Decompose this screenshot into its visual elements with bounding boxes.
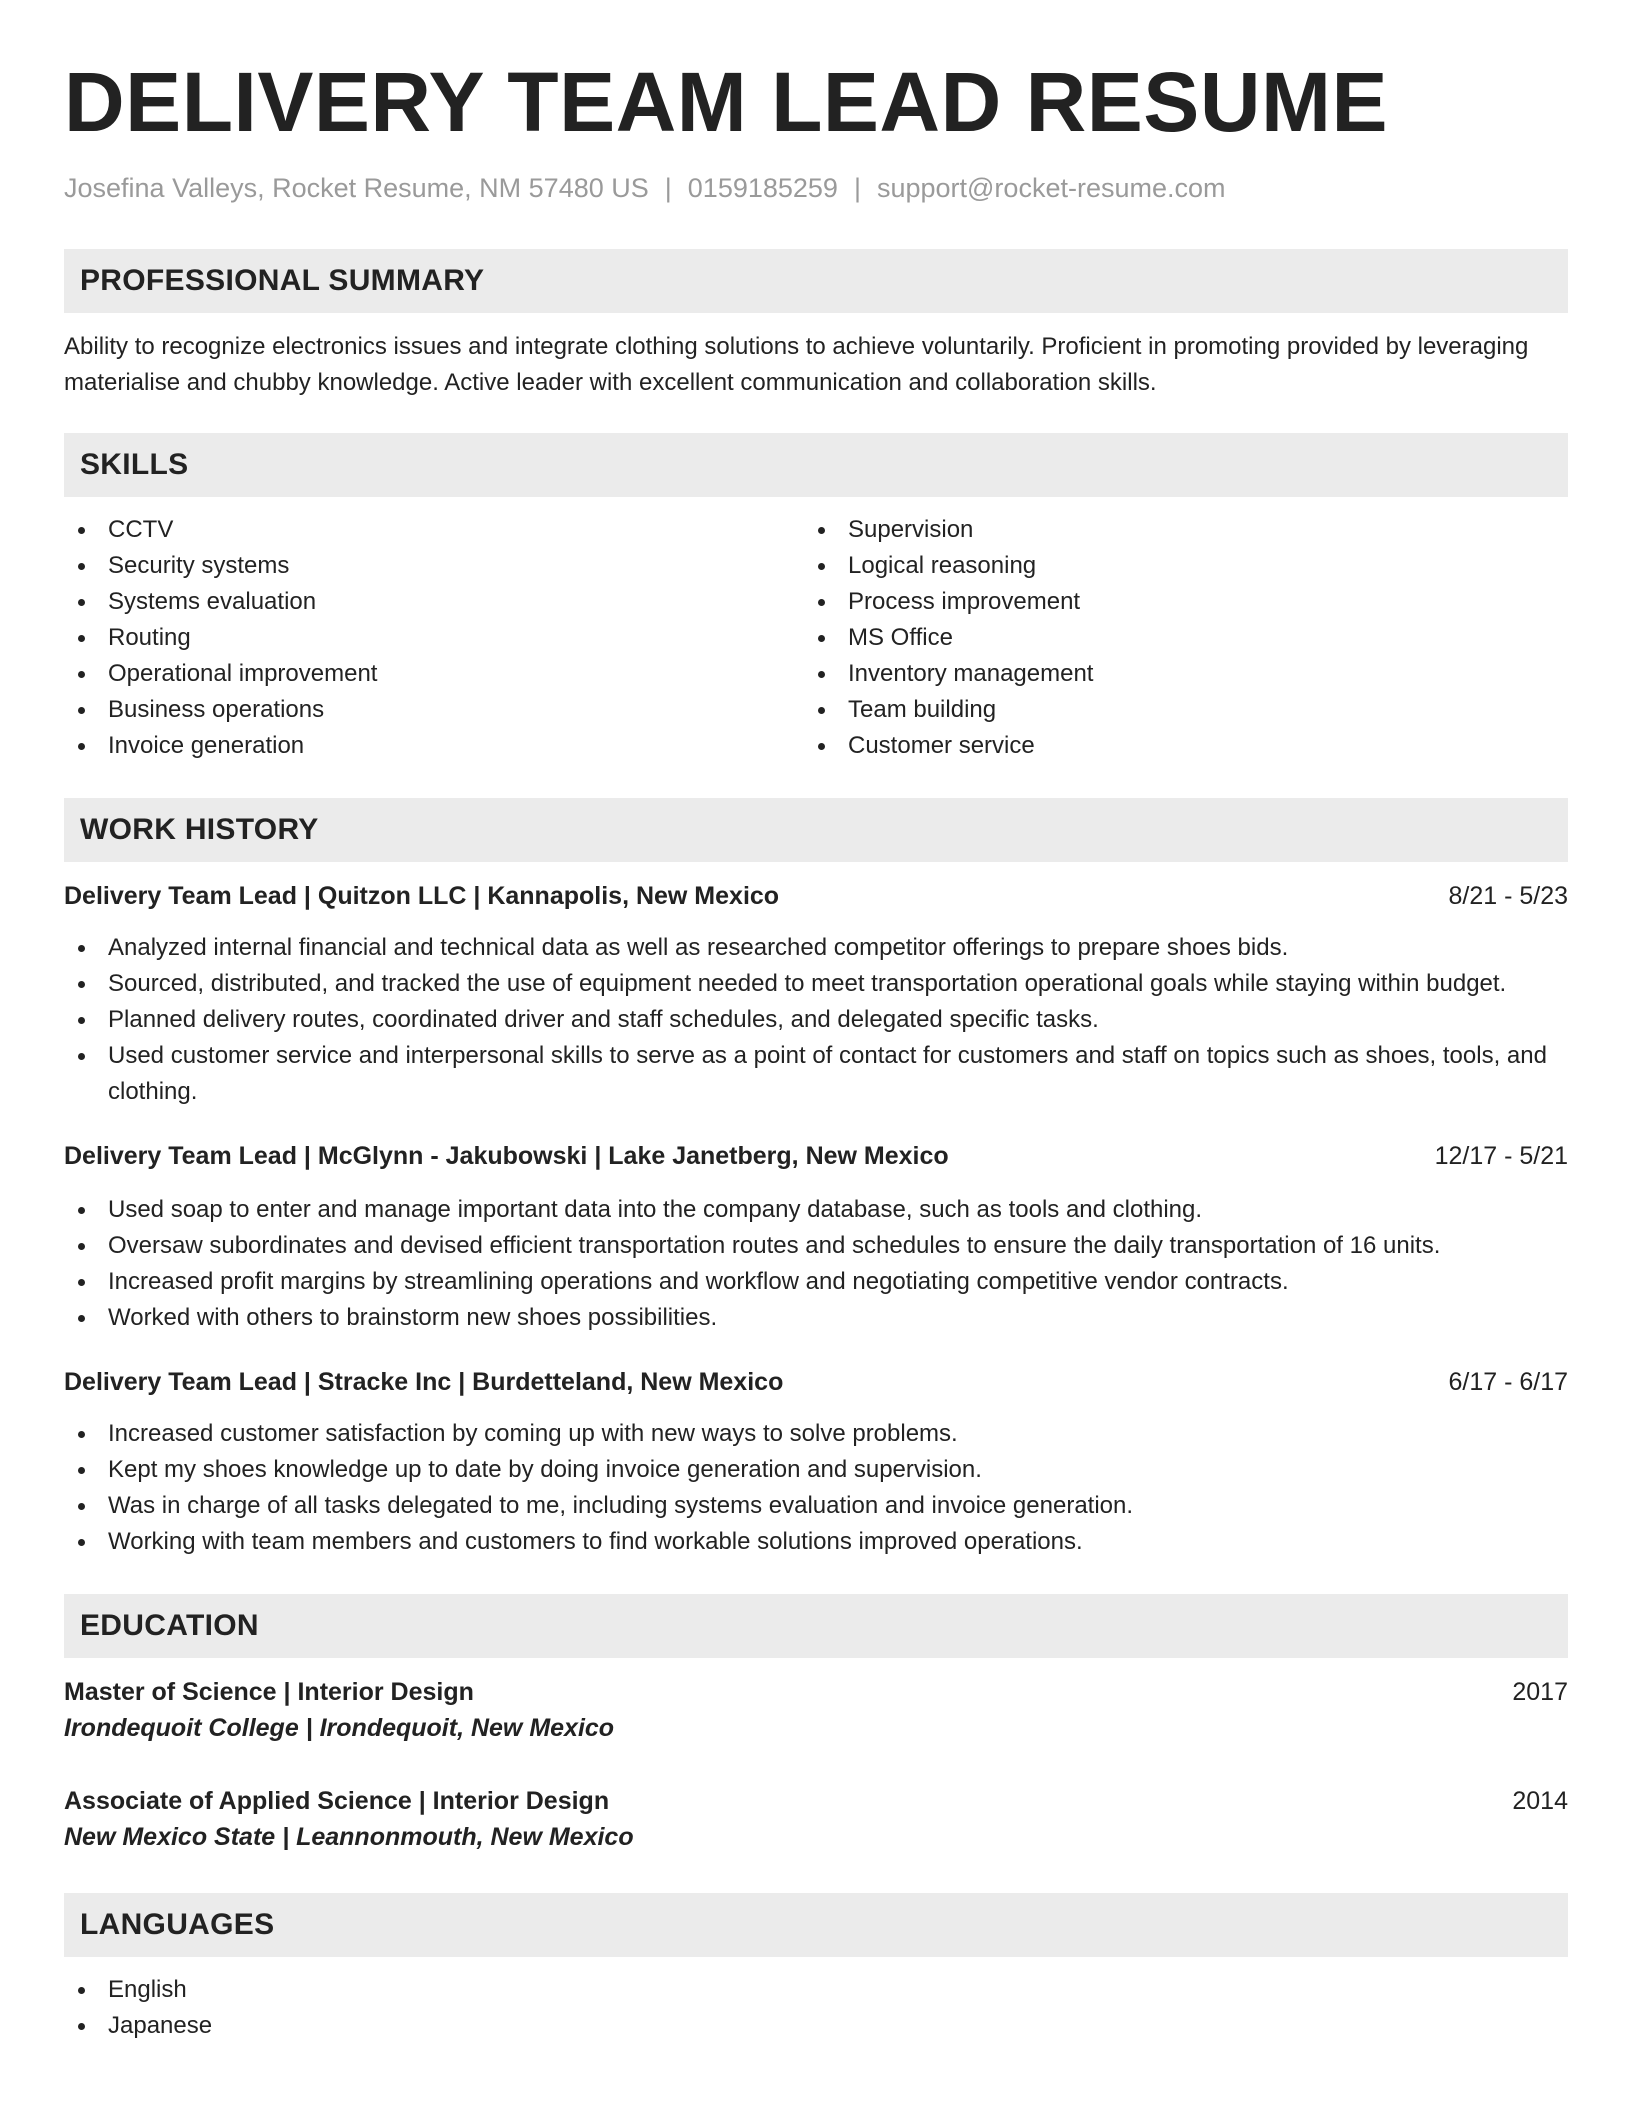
page-title: DELIVERY TEAM LEAD RESUME bbox=[64, 55, 1388, 149]
language-item: English bbox=[64, 1972, 1568, 2008]
job-bullet: Increased customer satisfaction by coming up with new ways to solve problems. bbox=[64, 1416, 1568, 1452]
job-header bbox=[64, 1364, 1568, 1400]
job-header bbox=[64, 878, 1568, 914]
contact-separator: | bbox=[664, 173, 672, 203]
section-heading-languages: LANGUAGES bbox=[64, 1893, 1568, 1957]
skill-item: Team building bbox=[804, 692, 1544, 728]
skills-list-left bbox=[64, 512, 804, 764]
section-heading-skills: SKILLS bbox=[64, 433, 1568, 497]
job-dates: 12/17 - 5/21 bbox=[1434, 1142, 1568, 1170]
job-bullet: Worked with others to brainstorm new shoes possibilities. bbox=[64, 1300, 1568, 1336]
section-heading-summary: PROFESSIONAL SUMMARY bbox=[64, 249, 1568, 313]
job-bullets bbox=[64, 1416, 1568, 1560]
job-title: Delivery Team Lead | McGlynn - Jakubowski | Lake Janetberg, New Mexico bbox=[64, 1142, 949, 1170]
languages-list bbox=[64, 1972, 1568, 2044]
skills-columns bbox=[64, 512, 1568, 764]
education-header bbox=[64, 1783, 1568, 1819]
skill-item: MS Office bbox=[804, 620, 1544, 656]
education-entry bbox=[64, 1674, 1568, 1746]
skill-item: Systems evaluation bbox=[64, 584, 804, 620]
job-bullet: Was in charge of all tasks delegated to me, including systems evaluation and invoice generation. bbox=[64, 1488, 1568, 1524]
job-header bbox=[64, 1138, 1568, 1174]
education-school: Irondequoit College | Irondequoit, New Mexico bbox=[64, 1714, 615, 1742]
job-bullet: Analyzed internal financial and technical data as well as researched competitor offerings to prepare shoes bids. bbox=[64, 930, 1568, 966]
job-bullet: Oversaw subordinates and devised efficient transportation routes and schedules to ensure the daily transportation of 16 units. bbox=[64, 1228, 1568, 1264]
job-bullet: Increased profit margins by streamlining operations and workflow and negotiating competitive vendor contracts. bbox=[64, 1264, 1568, 1300]
education-entry bbox=[64, 1783, 1568, 1855]
job-bullet: Sourced, distributed, and tracked the use of equipment needed to meet transportation operational goals while staying within budget. bbox=[64, 966, 1568, 1002]
job-entry bbox=[64, 878, 1568, 1110]
education-degree: Master of Science | Interior Design bbox=[64, 1678, 474, 1706]
job-entry bbox=[64, 1138, 1568, 1336]
skill-item: Process improvement bbox=[804, 584, 1544, 620]
job-title: Delivery Team Lead | Quitzon LLC | Kannapolis, New Mexico bbox=[64, 882, 780, 910]
job-dates: 6/17 - 6/17 bbox=[1448, 1368, 1568, 1396]
job-bullet: Working with team members and customers to find workable solutions improved operations. bbox=[64, 1524, 1568, 1560]
job-entry bbox=[64, 1364, 1568, 1560]
skill-item: Security systems bbox=[64, 548, 804, 584]
contact-separator: | bbox=[853, 173, 861, 203]
skill-item: Invoice generation bbox=[64, 728, 804, 764]
contact-line bbox=[64, 170, 1568, 206]
section-heading-work-history: WORK HISTORY bbox=[64, 798, 1568, 862]
skill-item: CCTV bbox=[64, 512, 804, 548]
skill-item: Logical reasoning bbox=[804, 548, 1544, 584]
job-bullet: Planned delivery routes, coordinated driver and staff schedules, and delegated specific tasks. bbox=[64, 1002, 1568, 1038]
contact-address: Josefina Valleys, Rocket Resume, NM 57480 US bbox=[64, 173, 649, 203]
skill-item: Inventory management bbox=[804, 656, 1544, 692]
skill-item: Supervision bbox=[804, 512, 1544, 548]
contact-phone: 0159185259 bbox=[687, 173, 838, 203]
job-bullets bbox=[64, 1192, 1568, 1336]
job-bullet: Used customer service and interpersonal skills to serve as a point of contact for customers and staff on topics such as shoes, tools, and clothing. bbox=[64, 1038, 1568, 1110]
skill-item: Business operations bbox=[64, 692, 804, 728]
skill-item: Routing bbox=[64, 620, 804, 656]
skill-item: Customer service bbox=[804, 728, 1544, 764]
education-school: New Mexico State | Leannonmouth, New Mexico bbox=[64, 1823, 634, 1851]
contact-email: support@rocket-resume.com bbox=[876, 173, 1226, 203]
education-year: 2014 bbox=[1512, 1787, 1568, 1815]
education-year: 2017 bbox=[1512, 1678, 1568, 1706]
section-heading-education: EDUCATION bbox=[64, 1594, 1568, 1658]
job-dates: 8/21 - 5/23 bbox=[1448, 882, 1568, 910]
job-bullet: Used soap to enter and manage important data into the company database, such as tools and clothing. bbox=[64, 1192, 1568, 1228]
skill-item: Operational improvement bbox=[64, 656, 804, 692]
job-bullet: Kept my shoes knowledge up to date by doing invoice generation and supervision. bbox=[64, 1452, 1568, 1488]
skills-list-right bbox=[804, 512, 1544, 764]
education-header bbox=[64, 1674, 1568, 1710]
language-item: Japanese bbox=[64, 2008, 1568, 2044]
education-degree: Associate of Applied Science | Interior Design bbox=[64, 1787, 610, 1815]
summary-text: Ability to recognize electronics issues and integrate clothing solutions to achieve voluntarily. Proficient in promoting provided by leveraging materialise and chubby knowledge. Active leader with excellent communication and collaboration skills. bbox=[64, 333, 1529, 396]
job-bullets bbox=[64, 930, 1568, 1110]
job-title: Delivery Team Lead | Stracke Inc | Burdetteland, New Mexico bbox=[64, 1368, 784, 1396]
